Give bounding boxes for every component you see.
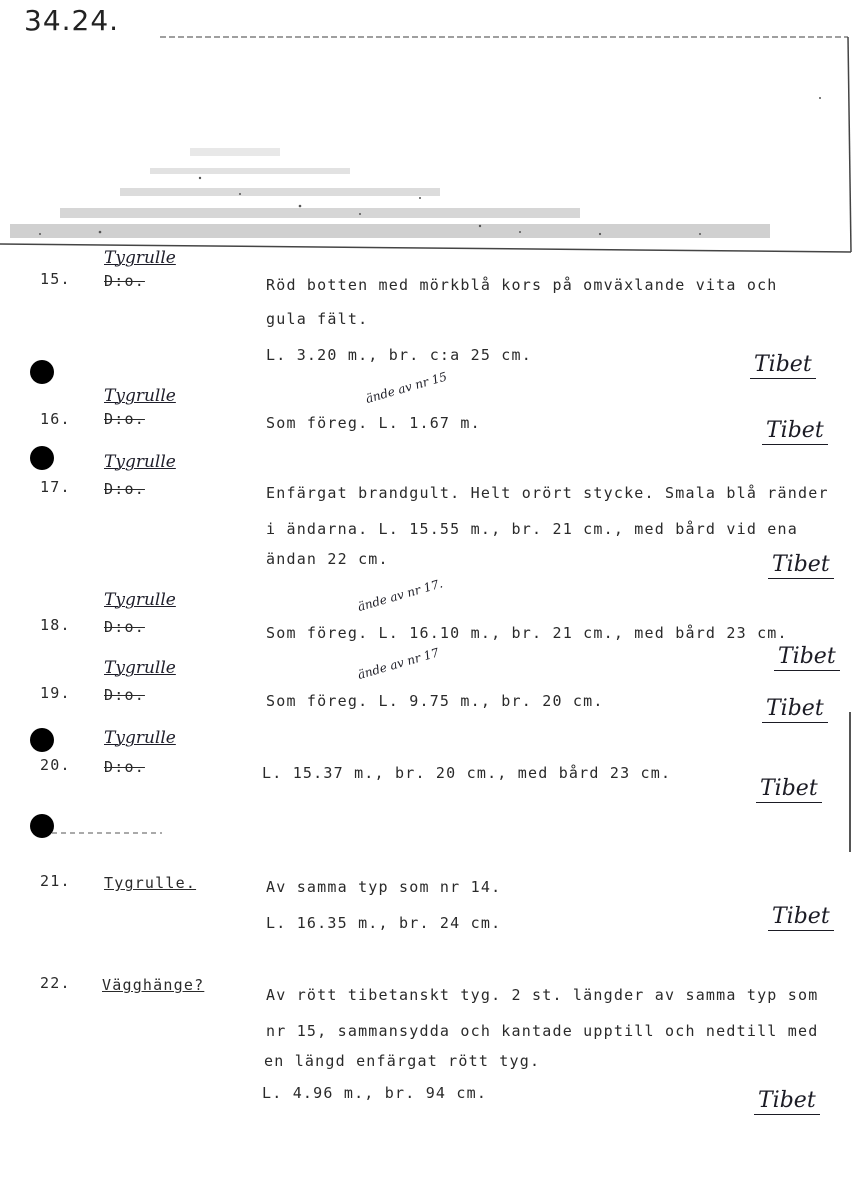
handwritten-insert: ände av nr 15 [364, 369, 449, 406]
origin-annotation: Tibet [750, 352, 816, 379]
margin-rule [849, 712, 851, 852]
description-line: gula fält. [266, 310, 369, 328]
type-struck: D:o. [104, 686, 145, 704]
type-struck: D:o. [104, 410, 145, 428]
type-handwritten: Tygrulle [104, 590, 176, 610]
punch-hole-marker [30, 728, 54, 752]
entry-number: 15. [40, 270, 71, 288]
type-handwritten: Tygrulle [104, 658, 176, 678]
description-line: i ändarna. L. 15.55 m., br. 21 cm., med bård vid ena [266, 520, 798, 538]
entry-number: 20. [40, 756, 71, 774]
type-struck: D:o. [104, 618, 145, 636]
type-handwritten: Tygrulle [104, 386, 176, 406]
description-line: L. 16.35 m., br. 24 cm. [266, 914, 502, 932]
type-struck: D:o. [104, 758, 145, 776]
punch-hole-marker [30, 814, 54, 838]
description-line: nr 15, sammansydda och kantade upptill och nedtill med [266, 1022, 819, 1040]
entry-number: 22. [40, 974, 71, 992]
origin-annotation: Tibet [768, 904, 834, 931]
type-struck: D:o. [104, 272, 145, 290]
type-handwritten: Tygrulle [104, 728, 176, 748]
description-line: Av samma typ som nr 14. [266, 878, 502, 896]
description-line: Röd botten med mörkblå kors på omväxlande vita och [266, 276, 778, 294]
punch-hole-marker [30, 360, 54, 384]
photocopy-edge-band [0, 28, 860, 258]
origin-annotation: Tibet [756, 776, 822, 803]
entry-number: 19. [40, 684, 71, 702]
description-line: Enfärgat brandgult. Helt orört stycke. Smala blå ränder [266, 484, 829, 502]
description-line: ändan 22 cm. [266, 550, 389, 568]
dashed-separator [52, 830, 162, 836]
origin-annotation: Tibet [768, 552, 834, 579]
origin-annotation: Tibet [762, 696, 828, 723]
entry-number: 17. [40, 478, 71, 496]
type-typed: Tygrulle. [104, 874, 197, 892]
origin-annotation: Tibet [754, 1088, 820, 1115]
description-line: L. 3.20 m., br. c:a 25 cm. [266, 346, 532, 364]
handwritten-insert: ände av nr 17 [356, 645, 441, 682]
entry-number: 16. [40, 410, 71, 428]
handwritten-insert: ände av nr 17. [356, 576, 445, 614]
type-handwritten: Tygrulle [104, 452, 176, 472]
description-line: Som föreg. L. 16.10 m., br. 21 cm., med bård 23 cm. [266, 624, 788, 642]
entry-number: 21. [40, 872, 71, 890]
entry-number: 18. [40, 616, 71, 634]
origin-annotation: Tibet [774, 644, 840, 671]
type-typed: Vägghänge? [102, 976, 205, 994]
description-line: Av rött tibetanskt tyg. 2 st. längder av samma typ som [266, 986, 819, 1004]
description-line: Som föreg. L. 1.67 m. [266, 414, 481, 432]
description-line: L. 15.37 m., br. 20 cm., med bård 23 cm. [262, 764, 672, 782]
type-handwritten: Tygrulle [104, 248, 176, 268]
description-line: L. 4.96 m., br. 94 cm. [262, 1084, 488, 1102]
origin-annotation: Tibet [762, 418, 828, 445]
description-line: en längd enfärgat rött tyg. [264, 1052, 541, 1070]
description-line: Som föreg. L. 9.75 m., br. 20 cm. [266, 692, 604, 710]
punch-hole-marker [30, 446, 54, 470]
page-id: 34.24. [24, 4, 120, 37]
type-struck: D:o. [104, 480, 145, 498]
